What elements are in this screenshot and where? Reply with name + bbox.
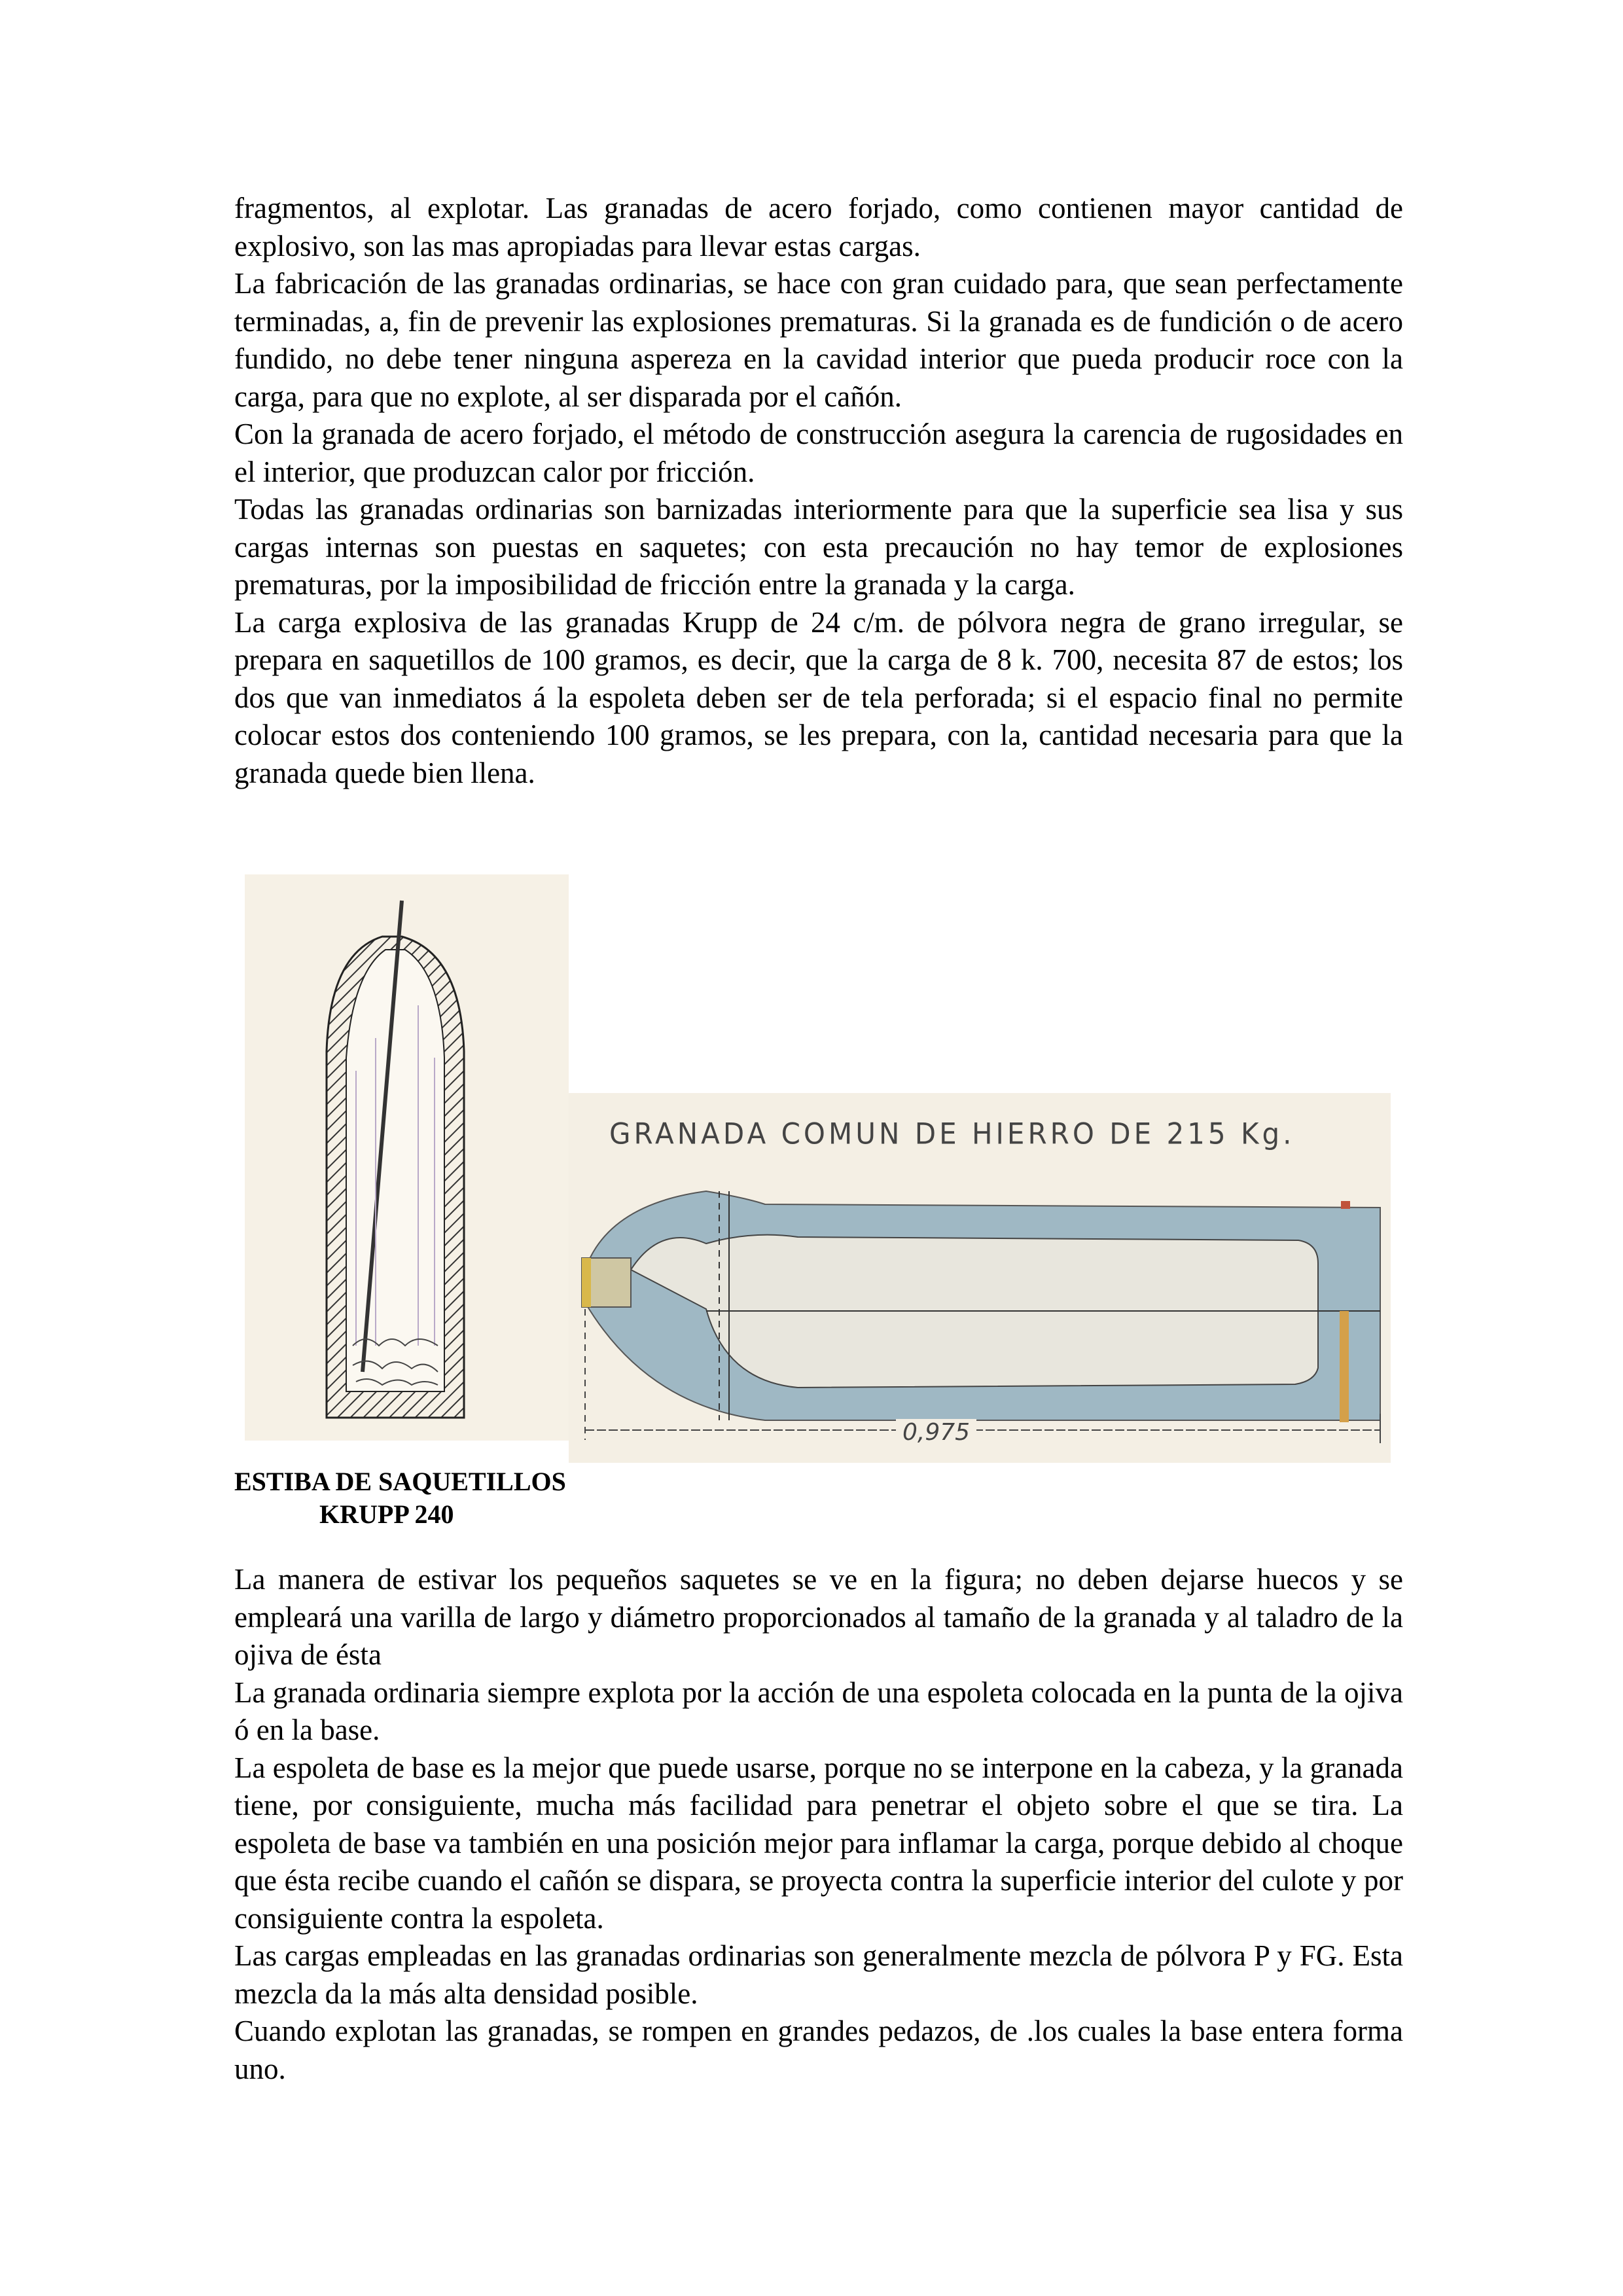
paragraph: La fabricación de las granadas ordinarias, se hace con gran cuidado para, que sean perfectamente terminadas, a, fin de prevenir las explosiones prematuras. Si la granada es de fundición o de acero fundido, no debe tener ninguna aspereza en la cavidad interior que pueda producir roce con la carga, para que no explote, al ser disparada por el cañón. [234,267,1403,413]
paragraph: Todas las granadas ordinarias son barnizadas interiormente para que la superficie sea lisa y sus cargas internas son puestas en saquetes; con esta precaución no hay temor de explosiones prematuras, por la imposibilidad de fricción entre la granada y la carga. [234,493,1403,601]
figure-caption: ESTIBA DE SAQUETILLOS [234,1467,566,1496]
paragraph: La granada ordinaria siempre explota por la acción de una espoleta colocada en la punta de la ojiva ó en la base. [234,1676,1403,1746]
paragraph: Cuando explotan las granadas, se rompen en grandes pedazos, de .los cuales la base entera forma uno. [234,2015,1403,2085]
figure-caption: KRUPP 240 [319,1499,454,1529]
paragraph: Con la granada de acero forjado, el método de construcción asegura la carencia de rugosidades en el interior, que produzcan calor por fricción. [234,418,1403,488]
dimension-label: 0,975 [896,1419,976,1446]
paragraph: fragmentos, al explotar. Las granadas de acero forjado, como contienen mayor cantidad de explosivo, son las mas apropiadas para llevar estas cargas. [234,192,1403,262]
paragraph: La espoleta de base es la mejor que puede usarse, porque no se interpone en la cabeza, y la granada tiene, por consiguiente, mucha más facilidad para penetrar el objeto sobre el que se tira. La espoleta de base va también en una posición mejor para inflamar la carga, porque debido al choque que ésta recibe cuando el cañón se dispara, se proyecta contra la superficie interior del culote y por consiguiente contra la espoleta. [234,1751,1403,1935]
paragraph: La carga explosiva de las granadas Krupp de 24 c/m. de pólvora negra de grano irregular, se prepara en saquetillos de 100 gramos, es decir, que la carga de 8 k. 700, necesita 87 de estos; los dos que van inmediatos á la espoleta deben ser de tela perforada; si el espacio final no permite colocar estos dos conteniendo 100 gramos, se les prepara, con la, cantidad necesaria para que la granada quede bien llena. [234,605,1403,789]
paragraph: Las cargas empleadas en las granadas ordinarias son generalmente mezcla de pólvora P y FG. Esta mezcla da la más alta densidad posible. [234,1939,1403,2010]
figure-title: GRANADA COMUN DE HIERRO DE 215 Kg. [609,1117,1295,1151]
top-text [234,190,1403,792]
shell-stowage-illustration [245,874,569,1441]
bottom-text [234,1561,1403,2088]
paragraph: La manera de estivar los pequeños saquetes se ve en la figura; no deben dejarse huecos y se empleará una varilla de largo y diámetro proporcionados al tamaño de la granada y al taladro de la ojiva de ésta [234,1563,1403,1671]
shell-cross-section-illustration [569,1093,1391,1463]
